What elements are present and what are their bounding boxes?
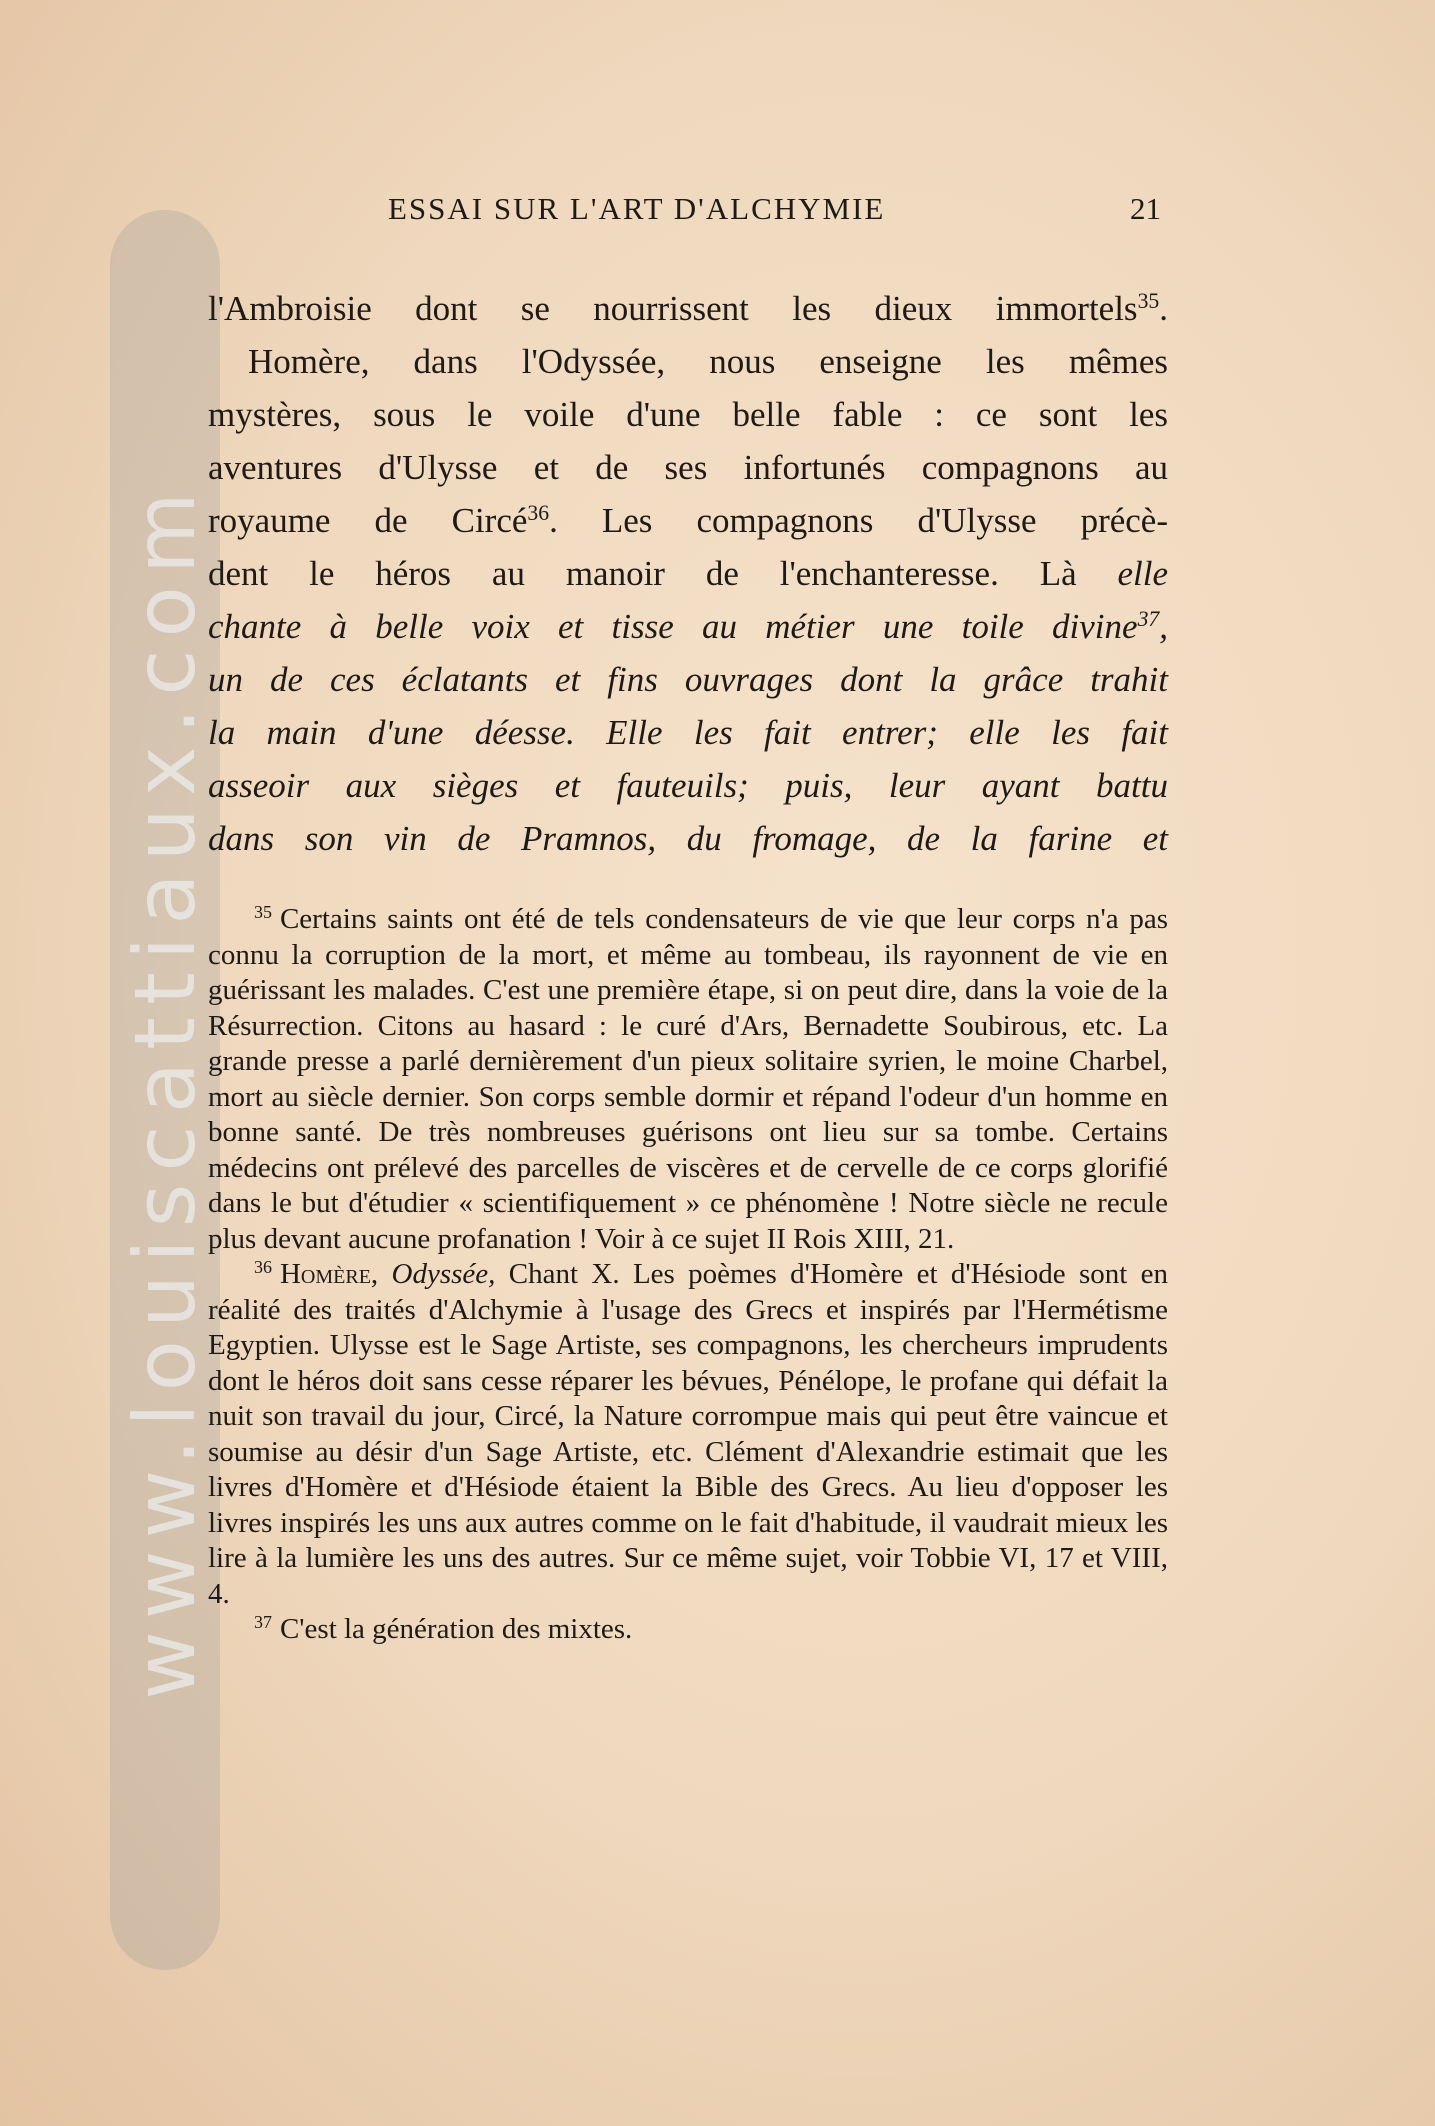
text-line: mystères, sous le voile d'une belle fable : ce sont les xyxy=(208,395,1168,434)
text-line: l'Ambroisie dont se nourrissent les dieux immortels$^{35}$. xyxy=(208,289,1168,328)
text-line: chante à belle voix et tisse au métier une toile divine$^{37}$, xyxy=(208,607,1168,646)
watermark-text: www.louiscattiaux.com xyxy=(116,480,214,1700)
footnote-ref-37: 37 xyxy=(1137,607,1160,632)
text-line: Homère, dans l'Odyssée, nous enseigne les mêmes xyxy=(248,342,1168,381)
main-text xyxy=(208,282,1168,865)
text-line: asseoir aux sièges et fauteuils; puis, leur ayant battu xyxy=(208,766,1168,805)
author-name: Homère xyxy=(279,1258,371,1290)
text-line: un de ces éclatants et fins ouvrages dont la grâce trahit xyxy=(208,660,1168,699)
running-title: ESSAI SUR L'ART D'ALCHYMIE xyxy=(388,191,886,226)
footnote-35: $^{35}$ Certains saints ont été de tels condensateurs de vie que leur corps n'a pas connu la corruption de la mort, et même au tombeau, ils rayonnent de vie en guérissant les malades. C'est une première étape, si on peut dire, dans la voie de la Résurrection. Citons au hasard : le curé d'Ars, Bernadette Soubirous, etc. La grande presse a parlé dernièrement d'un pieux solitaire syrien, le moine Charbel, mort au siècle dernier. Son corps semble dormir et répand l'odeur d'un homme en bonne santé. De très nombreuses guérisons ont lieu sur sa tombe. Certains médecins ont prélevé des parcelles de viscères et de cervelle de ce corps glorifié dans le but d'étudier « scientifiquement » ce phénomène ! Notre siècle ne recule plus devant aucune profanation ! Voir à ce sujet II Rois XIII, 21. xyxy=(208,902,1168,1255)
footnote-ref-36: 36 xyxy=(527,501,550,526)
work-title: Odyssée, xyxy=(391,1258,496,1290)
footnote-ref-35: 35 xyxy=(1137,289,1160,314)
footnote-36: $^{36}$ Homère, Odyssée, Chant X. Les poèmes d'Homère et d'Hésiode sont en réalité des traités d'Alchymie à l'usage des Grecs et inspirés par l'Hermétisme Egyptien. Ulysse est le Sage Artiste, ses compagnons, les chercheurs imprudents dont le héros doit sans cesse réparer les bévues, Pénélope, le profane qui défait la nuit son travail du jour, Circé, la Nature corrompue mais qui peut être vaincue et soumise au désir d'un Sage Artiste, etc. Clément d'Alexandrie estimait que les livres d'Homère et d'Hésiode étaient la Bible des Grecs. Au lieu d'opposer les livres inspirés les uns aux autres comme on le fait d'habitude, il vaudrait mieux les lire à la lumière les uns des autres. Sur ce même sujet, voir Tobbie VI, 17 et VIII, 4. xyxy=(208,1257,1169,1610)
text-line: dans son vin de Pramnos, du fromage, de la farine et xyxy=(208,819,1168,858)
text-line: la main d'une déesse. Elle les fait entrer; elle les fait xyxy=(208,713,1168,752)
text-line: royaume de Circé$^{36}$. Les compagnons d'Ulysse précè- xyxy=(208,501,1168,540)
footnote-37: $^{37}$ C'est la génération des mixtes. xyxy=(254,1612,633,1645)
page-number: 21 xyxy=(1130,191,1161,226)
text-line: aventures d'Ulysse et de ses infortunés compagnons au xyxy=(208,448,1168,487)
footnotes xyxy=(208,902,1168,1648)
text-line: dent le héros au manoir de l'enchanteresse. Là elle xyxy=(208,554,1168,593)
